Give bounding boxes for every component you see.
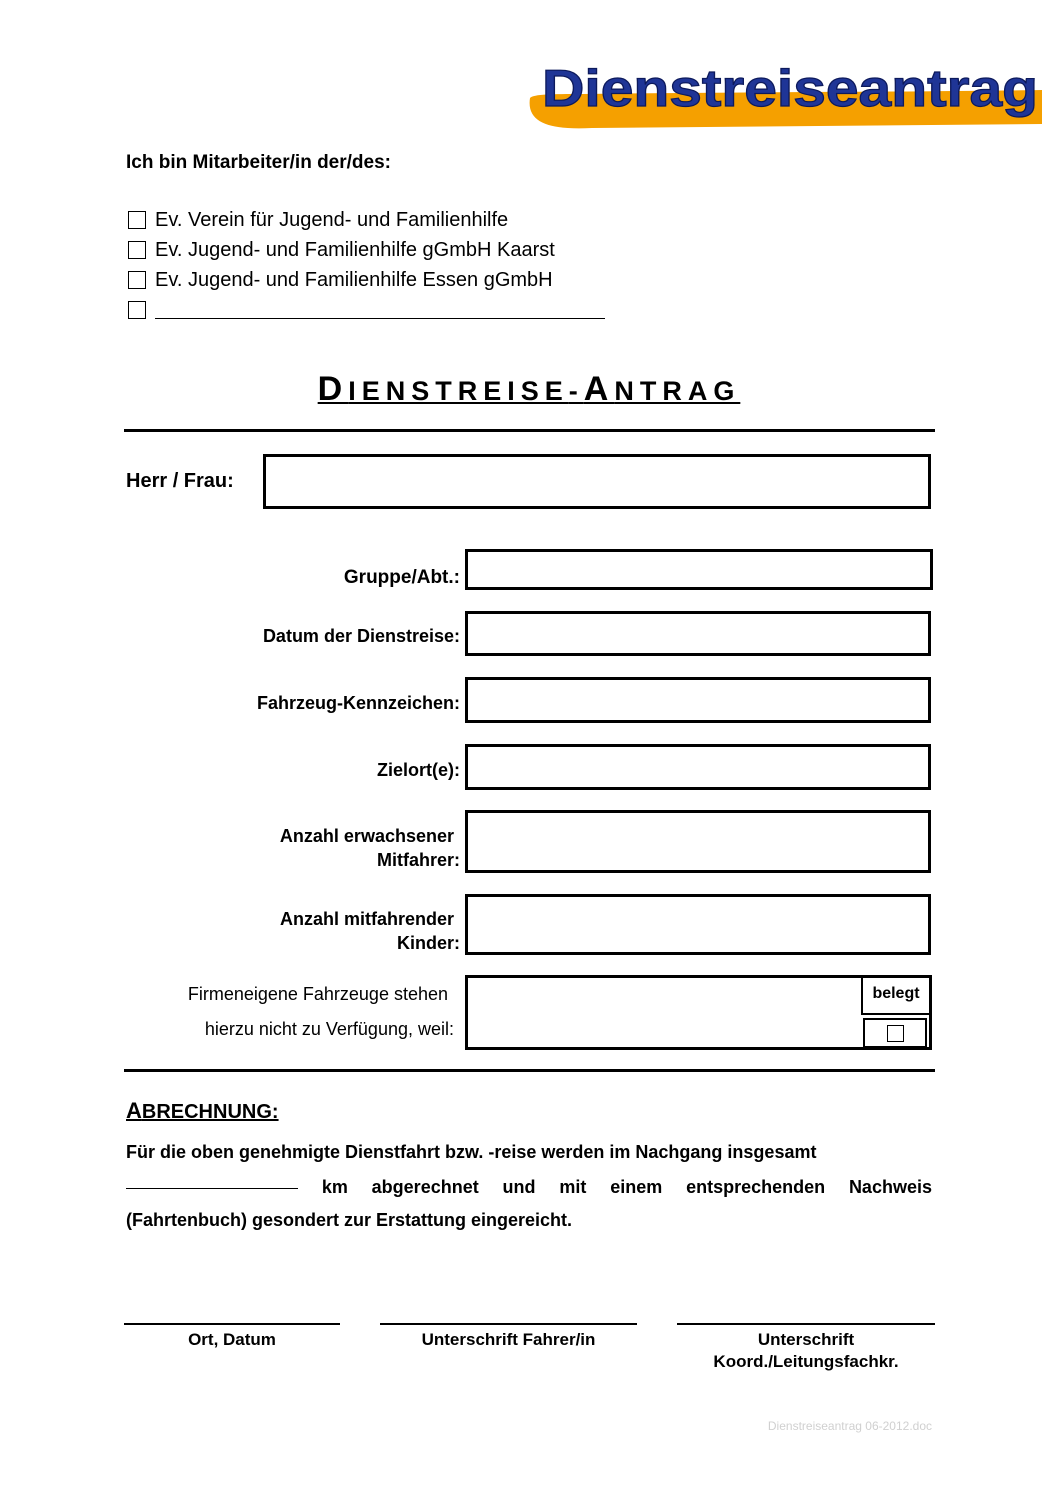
occupied-label: belegt	[861, 977, 929, 1015]
heading-initial: A	[126, 1098, 142, 1123]
word: mit	[559, 1177, 587, 1197]
destination-field[interactable]	[465, 744, 931, 790]
divider	[124, 1069, 935, 1072]
destination-label: Zielort(e):	[377, 760, 460, 780]
label-line: Koord./Leitungsfachkr.	[713, 1352, 899, 1371]
label-line: Mitfahrer:	[376, 850, 460, 870]
occupied-checkbox[interactable]	[887, 1025, 904, 1042]
logo-text: Dienstreiseantrag	[542, 60, 1038, 118]
name-label: Herr / Frau:	[126, 470, 234, 492]
child-passengers-label	[280, 907, 460, 955]
group-label: Gruppe/Abt.:	[343, 567, 460, 588]
title-dash: -	[568, 376, 584, 406]
heading-part: BRECHNUNG:	[141, 1101, 279, 1123]
checkbox[interactable]	[128, 271, 146, 289]
label-line: Anzahl erwachsener	[279, 826, 454, 846]
file-name-footer: Dienstreiseantrag 06-2012.doc	[767, 1419, 932, 1433]
title-initial: A	[583, 370, 615, 408]
billing-text-line-1: Für die oben genehmigte Dienstfahrt bzw. -reise werden im Nachgang insgesamt	[126, 1142, 817, 1162]
child-passengers-field[interactable]	[465, 894, 931, 955]
km-blank[interactable]	[126, 1170, 298, 1189]
word: entsprechenden	[686, 1177, 826, 1197]
logo-graphic	[522, 54, 1046, 132]
date-field[interactable]	[465, 611, 931, 656]
date-label: Datum der Dienstreise:	[262, 626, 460, 646]
group-field[interactable]	[465, 549, 933, 590]
signature-line-place-date[interactable]	[124, 1323, 340, 1325]
name-field[interactable]	[263, 454, 931, 509]
word: abgerechnet	[371, 1177, 479, 1197]
adult-passengers-label	[280, 824, 460, 872]
org-option-kaarst[interactable]	[128, 237, 555, 263]
org-label: Ev. Jugend- und Familienhilfe gGmbH Kaarst	[155, 238, 555, 261]
billing-text-line-3: (Fahrtenbuch) gesondert zur Erstattung eingereicht.	[126, 1210, 573, 1230]
checkbox[interactable]	[128, 301, 146, 319]
driver-signature-label: Unterschrift Fahrer/in	[421, 1330, 596, 1349]
word: und	[502, 1177, 536, 1197]
employer-question: Ich bin Mitarbeiter/in der/des:	[126, 152, 391, 173]
occupied-checkbox-cell[interactable]	[863, 1018, 927, 1048]
logo	[522, 54, 1046, 132]
org-label: Ev. Jugend- und Familienhilfe Essen gGmbH	[155, 268, 553, 291]
word: einem	[610, 1177, 663, 1197]
label-line: Kinder:	[397, 933, 460, 953]
license-plate-field[interactable]	[465, 677, 931, 723]
label-line: hierzu nicht zu Verfügung, weil:	[204, 1019, 454, 1039]
org-option-verein[interactable]	[128, 207, 508, 233]
title-initial: D	[317, 370, 349, 408]
org-option-essen[interactable]	[128, 267, 553, 293]
title-part: NTRAG	[614, 376, 741, 406]
billing-heading	[126, 1098, 279, 1124]
org-label: Ev. Verein für Jugend- und Familienhilfe	[155, 208, 509, 231]
word: km	[321, 1177, 348, 1197]
word: Nachweis	[848, 1177, 932, 1197]
label-line: Anzahl mitfahrender	[279, 909, 454, 929]
signature-line-driver[interactable]	[380, 1323, 637, 1325]
label-line: Firmeneigene Fahrzeuge stehen	[187, 984, 448, 1004]
checkbox[interactable]	[128, 241, 146, 259]
label-line: Unterschrift	[757, 1330, 855, 1349]
coordinator-signature-label	[677, 1329, 935, 1373]
document-title	[0, 370, 1058, 409]
org-option-other[interactable]	[128, 297, 605, 323]
other-org-blank[interactable]	[155, 302, 605, 319]
divider	[124, 429, 935, 432]
checkbox[interactable]	[128, 211, 146, 229]
adult-passengers-field[interactable]	[465, 810, 931, 873]
license-plate-label: Fahrzeug-Kennzeichen:	[256, 693, 460, 713]
place-date-label: Ort, Datum	[188, 1330, 276, 1349]
billing-text-line-2	[126, 1170, 932, 1204]
company-vehicles-label	[188, 977, 454, 1047]
title-part: IENSTREISE	[348, 376, 569, 406]
signature-line-coordinator[interactable]	[677, 1323, 935, 1325]
